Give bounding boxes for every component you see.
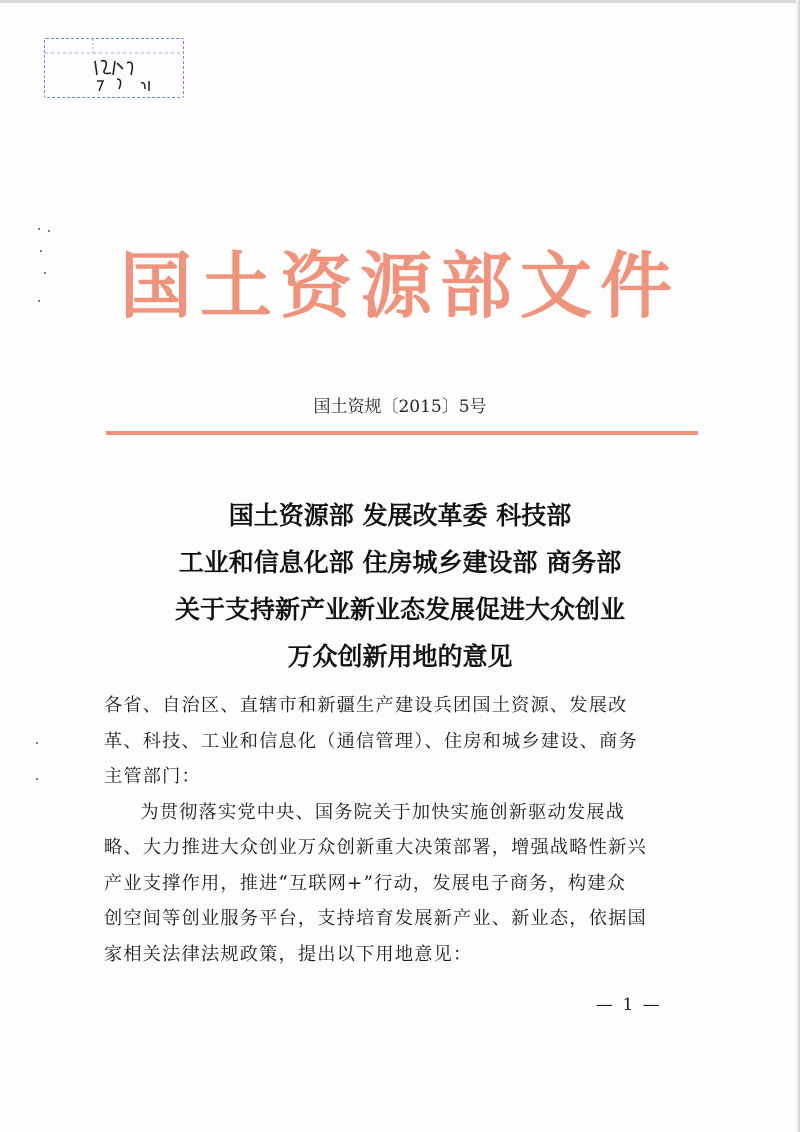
body-line: 略、大力推进大众创业万众创新重大决策部署，增强战略性新兴 xyxy=(104,837,647,858)
document-title: 国土资源部文件 xyxy=(119,243,680,328)
document-number: 国土资规〔2015〕5号 xyxy=(313,397,487,417)
document-body xyxy=(104,688,696,972)
red-header-rule xyxy=(106,431,698,435)
body-line: 产业支撑作用，推进“互联网+”行动，发展电子商务，构建众 xyxy=(104,872,627,894)
body-line: 革、科技、工业和信息化（通信管理）、住房和城乡建设、商务 xyxy=(104,730,638,752)
body-line: 创空间等创业服务平台，支持培育发展新产业、新业态，依据国 xyxy=(104,908,647,929)
heading-line: 万众创新用地的意见 xyxy=(287,642,513,671)
scan-edge-top xyxy=(0,0,800,3)
body-line: 家相关法律法规政策，提出以下用地意见： xyxy=(104,943,473,965)
body-line: 为贯彻落实党中央、国务院关于加快实施创新驱动发展战 xyxy=(140,801,626,823)
heading-line: 国土资源部 发展改革委 科技部 xyxy=(228,501,572,530)
scan-speck xyxy=(38,228,40,230)
scan-speck xyxy=(36,742,38,744)
body-line: 各省、自治区、直辖市和新疆生产建设兵团国土资源、发展改 xyxy=(104,695,628,716)
handwritten-receipt-stamp xyxy=(44,38,184,98)
scan-speck xyxy=(48,230,50,232)
addressee-paragraph xyxy=(104,688,696,795)
heading-line: 关于支持新产业新业态发展促进大众创业 xyxy=(174,595,625,624)
heading-line: 工业和信息化部 住房城乡建设部 商务部 xyxy=(178,548,622,577)
scan-speck xyxy=(36,778,38,780)
page-number: — 1 — xyxy=(596,995,662,1015)
body-line: 主管部门： xyxy=(104,766,201,787)
intro-paragraph xyxy=(104,795,696,973)
document-heading xyxy=(0,492,800,680)
